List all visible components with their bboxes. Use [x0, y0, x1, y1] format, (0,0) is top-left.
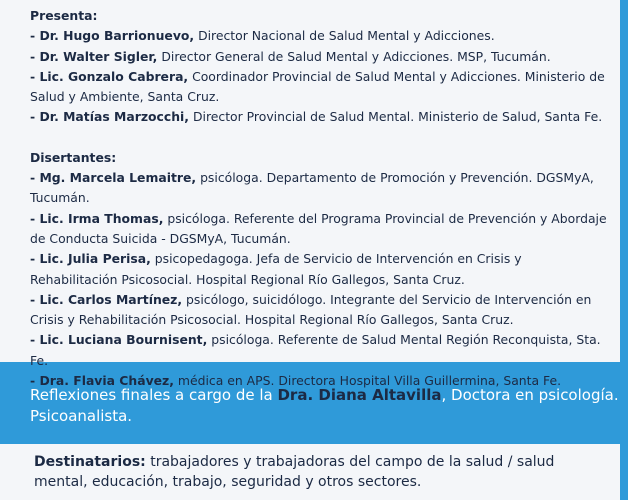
speaker-desc: psicólogo, suicidólogo. Integrante del Servicio de Intervención en Crisis y Rehabilitación Psicosocial. Hospital Regional Río Gallegos, Santa Cruz.: [30, 291, 592, 328]
presenter-name: - Dr. Matías Marzocchi,: [30, 109, 190, 125]
reflexiones-name: Dra. Diana Altavilla: [277, 386, 442, 404]
destinatarios-box: [0, 444, 620, 500]
presenta-item: [30, 47, 610, 67]
presenta-heading: Presenta:: [30, 8, 98, 23]
speaker-desc: psicóloga. Departamento de Promoción y Prevención. DGSMyA, Tucumán.: [30, 170, 594, 206]
reflexiones-finales: [30, 385, 620, 427]
disertante-item: [30, 249, 610, 290]
destinatarios-label: Destinatarios:: [34, 454, 146, 470]
section-gap: [30, 128, 610, 148]
speaker-name: - Lic. Luciana Bournisent,: [30, 332, 208, 348]
presenter-desc: Director General de Salud Mental y Adicciones. MSP, Tucumán.: [157, 48, 551, 64]
disertante-item: [30, 290, 610, 331]
disertante-item: [30, 209, 610, 250]
speaker-desc: psicopedagoga. Jefa de Servicio de Intervención en Crisis y Rehabilitación Psicosocial. Hospital Regional Río Gallegos, Santa Cruz.: [30, 251, 522, 287]
presenter-desc: Coordinador Provincial de Salud Mental y Adicciones. Ministerio de Salud y Ambiente, Santa Cruz.: [30, 68, 605, 105]
presenta-item: [30, 107, 610, 127]
speaker-name: - Mg. Marcela Lemaitre,: [30, 170, 197, 186]
presenter-desc: Director Provincial de Salud Mental. Ministerio de Salud, Santa Fe.: [189, 109, 603, 125]
speaker-name: - Dra. Flavia Chávez,: [30, 373, 174, 389]
speaker-desc: médica en APS. Directora Hospital Villa Guillermina, Santa Fe.: [173, 373, 562, 389]
presenta-item: [30, 26, 610, 46]
presenta-item: [30, 67, 610, 108]
speaker-name: - Lic. Irma Thomas,: [30, 210, 164, 226]
presenter-name: - Dr. Hugo Barrionuevo,: [30, 28, 195, 44]
disertante-item: [30, 168, 610, 209]
presenter-desc: Director Nacional de Salud Mental y Adicciones.: [194, 28, 495, 44]
speaker-name: - Lic. Julia Perisa,: [30, 251, 151, 267]
reflexiones-prefix: Reflexiones finales a cargo de la: [30, 386, 278, 404]
speaker-desc: psicóloga. Referente de Salud Mental Región Reconquista, Sta. Fe.: [30, 332, 601, 368]
presenter-name: - Lic. Gonzalo Cabrera,: [30, 68, 189, 84]
disertante-item: [30, 330, 610, 371]
disertantes-heading: Disertantes:: [30, 149, 117, 165]
reflexiones-suffix: , Doctora en psicología. Psicoanalista.: [30, 386, 619, 425]
speaker-desc: psicóloga. Referente del Programa Provincial de Prevención y Abordaje de Conducta Suicida - DGSMyA, Tucumán.: [30, 210, 607, 246]
presenter-name: - Dr. Walter Sigler,: [30, 48, 158, 64]
speaker-name: - Lic. Carlos Martínez,: [30, 291, 183, 307]
destinatarios-text: trabajadores y trabajadoras del campo de la salud / salud mental, educación, trabajo, seguridad y otros sectores.: [34, 454, 555, 490]
